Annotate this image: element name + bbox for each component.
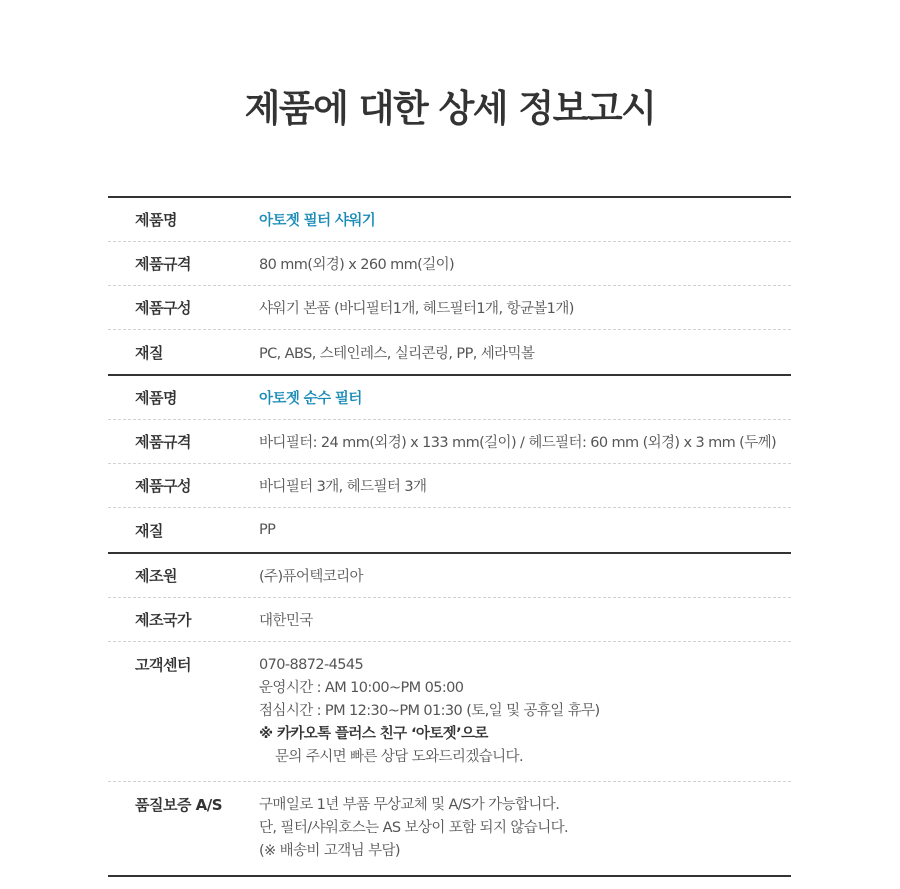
product-info-table — [108, 196, 791, 877]
row-label: 제품명 — [135, 211, 177, 229]
table-row — [108, 508, 791, 552]
row-label: 제조국가 — [135, 611, 191, 629]
section-filter — [108, 374, 791, 552]
page-title: 제품에 대한 상세 정보고시 — [244, 87, 656, 130]
row-label: 제품명 — [135, 389, 177, 407]
row-label: 품질보증 A/S — [135, 796, 223, 814]
table-row — [108, 242, 791, 286]
business-hours: 운영시간 : AM 10:00~PM 05:00 — [259, 680, 464, 696]
row-value: 바디필터: 24 mm(외경) x 133 mm(길이) / 헤드필터: 60 mm (외경) x 3 mm (두께) — [259, 435, 777, 451]
table-row — [108, 782, 791, 875]
row-label: 제품구성 — [135, 299, 191, 317]
kakaotalk-notice-detail: 문의 주시면 빠른 상담 도와드리겠습니다. — [275, 749, 523, 765]
section-shower — [108, 196, 791, 374]
row-value: 아토젯 필터 샤워기 — [259, 213, 376, 229]
row-label: 재질 — [135, 521, 163, 540]
warranty-line: (※ 배송비 고객님 부담) — [259, 843, 400, 859]
row-value: 80 mm(외경) x 260 mm(길이) — [259, 257, 455, 273]
row-label: 고객센터 — [135, 656, 191, 674]
row-value: 샤워기 본품 (바디필터1개, 헤드필터1개, 항균볼1개) — [259, 301, 574, 317]
table-row — [108, 642, 791, 782]
section-manufacturer — [108, 552, 791, 875]
row-value — [259, 654, 791, 769]
table-row — [108, 376, 791, 420]
row-label: 제품규격 — [135, 433, 191, 451]
table-row — [108, 198, 791, 242]
table-row — [108, 598, 791, 642]
row-value: 바디필터 3개, 헤드필터 3개 — [259, 479, 427, 495]
warranty-line: 단, 필터/샤워호스는 AS 보상이 포함 되지 않습니다. — [259, 820, 569, 836]
table-row — [108, 286, 791, 330]
lunch-hours: 점심시간 : PM 12:30~PM 01:30 (토,일 및 공휴일 휴무) — [259, 703, 600, 719]
row-value: (주)퓨어텍코리아 — [259, 569, 363, 585]
table-row — [108, 420, 791, 464]
row-value: PP — [259, 522, 276, 538]
table-row — [108, 464, 791, 508]
table-bottom-rule — [108, 875, 791, 877]
table-row — [108, 330, 791, 374]
row-value: 대한민국 — [259, 613, 313, 629]
row-label: 제조원 — [135, 567, 177, 585]
row-value — [259, 794, 791, 863]
row-label: 제품구성 — [135, 477, 191, 495]
row-label: 재질 — [135, 343, 163, 362]
row-value: 아토젯 순수 필터 — [259, 391, 362, 407]
row-label: 제품규격 — [135, 255, 191, 273]
table-row — [108, 554, 791, 598]
kakaotalk-notice: ※ 카카오톡 플러스 친구 ‘아토젯’으로 — [259, 726, 488, 742]
phone-number: 070-8872-4545 — [259, 657, 364, 673]
row-value: PC, ABS, 스테인레스, 실리콘링, PP, 세라믹볼 — [259, 345, 535, 362]
warranty-line: 구매일로 1년 부품 무상교체 및 A/S가 가능합니다. — [259, 797, 560, 813]
